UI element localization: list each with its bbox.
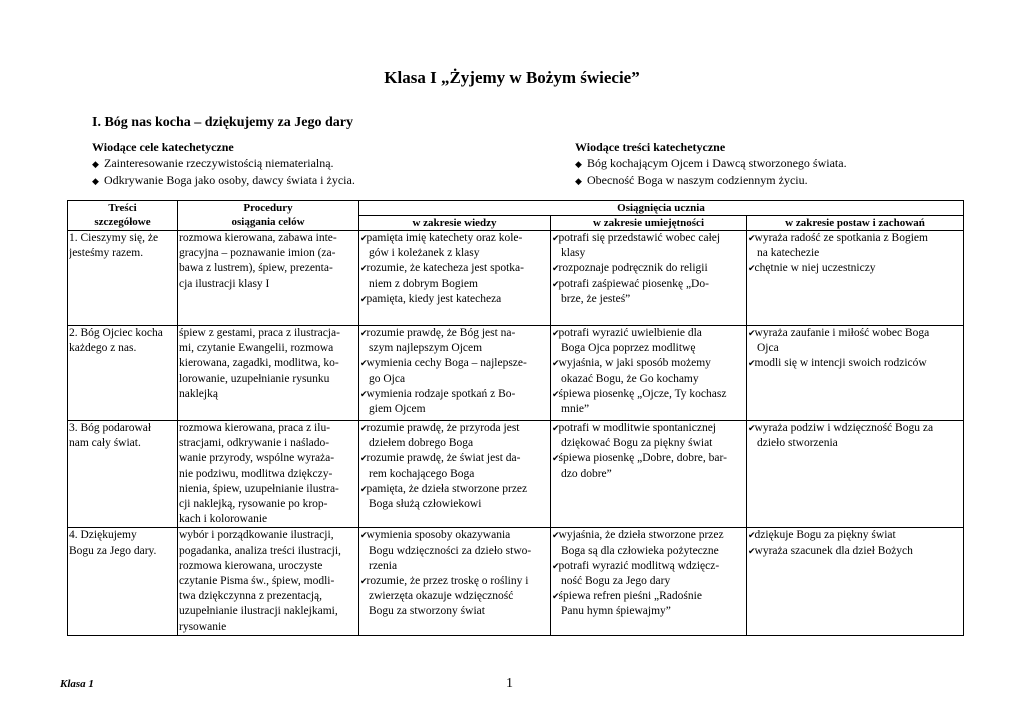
- checkmark-icon: ✔: [552, 591, 559, 602]
- section-title: I. Bóg nas kocha – dziękujemy za Jego dary: [92, 115, 353, 130]
- achievement-item: ✔pamięta, kiedy jest katecheza: [360, 292, 502, 305]
- goals-left: [92, 139, 355, 189]
- content-cell: 2. Bóg Ojciec kocha każdego z nas.: [68, 326, 178, 421]
- table-row: [68, 528, 964, 635]
- header-content: Treści szczegółowe: [68, 201, 178, 231]
- bullet-icon: ◆: [92, 176, 99, 186]
- procedures-cell: wybór i porządkowanie ilustracji, pogadanka, analiza treści ilustracji, rozmowa kierowana, uroczyste czytanie Pisma św., śpiew, modli- twa dziękczynna z prezentacją, uzupełnianie ilustracji naklejkami, rysowanie: [178, 528, 359, 635]
- achievement-item: ✔rozumie, że katecheza jest spotka-: [360, 262, 524, 275]
- goals-right-item: ◆ Bóg kochającym Ojcem i Dawcą stworzonego świata.: [575, 156, 847, 170]
- goals-left-item: ◆ Zainteresowanie rzeczywistością niematerialną.: [92, 156, 334, 170]
- knowledge-cell: ✔rozumie prawdę, że Bóg jest na- szym najlepszym Ojcem ✔wymienia cechy Boga – najlepsze- go Ojca ✔wymienia rodzaje spotkań z Bo- giem Ojcem: [359, 326, 551, 421]
- checkmark-icon: ✔: [552, 328, 559, 338]
- achievement-item: ✔wyraża zaufanie i miłość wobec Boga: [748, 327, 930, 339]
- achievement-item: ✔potrafi zaśpiewać piosenkę „Do-: [552, 277, 709, 290]
- checkmark-icon: ✔: [360, 388, 367, 399]
- checkmark-icon: ✔: [552, 233, 559, 243]
- checkmark-icon: ✔: [748, 530, 755, 541]
- achievement-item: ✔rozumie prawdę, że przyroda jest: [360, 422, 520, 434]
- checkmark-icon: ✔: [552, 388, 559, 399]
- achievement-item: ✔wymienia rodzaje spotkań z Bo-: [360, 387, 516, 400]
- checkmark-icon: ✔: [360, 423, 367, 433]
- bullet-icon: ◆: [575, 159, 582, 169]
- achievement-item: ✔rozumie prawdę, że świat jest da-: [360, 452, 521, 465]
- table-row: [68, 421, 964, 528]
- header-procedures: Procedury osiągania celów: [178, 201, 359, 231]
- achievement-item: ✔rozumie prawdę, że Bóg jest na-: [360, 327, 516, 339]
- attitudes-cell: ✔wyraża podziw i wdzięczność Bogu za dzieło stworzenia: [747, 421, 964, 528]
- header-attitudes: w zakresie postaw i zachowań: [747, 216, 964, 231]
- page-title: Klasa I „Żyjemy w Bożym świecie”: [384, 68, 640, 87]
- achievement-item: ✔śpiewa piosenkę „Ojcze, Ty kochasz: [552, 387, 727, 400]
- achievement-item: ✔modli się w intencji swoich rodziców: [748, 357, 927, 370]
- table-row: [68, 231, 964, 326]
- achievement-item: ✔potrafi wyrazić uwielbienie dla: [552, 327, 702, 339]
- checkmark-icon: ✔: [360, 530, 367, 541]
- header-achievements: Osiągnięcia ucznia: [359, 201, 964, 216]
- achievement-item: ✔wyraża podziw i wdzięczność Bogu za: [748, 422, 934, 434]
- achievement-item: ✔wymienia cechy Boga – najlepsze-: [360, 357, 527, 370]
- footer-label: Klasa 1: [60, 678, 94, 690]
- achievement-item: ✔chętnie w niej uczestniczy: [748, 262, 876, 275]
- checkmark-icon: ✔: [748, 358, 755, 369]
- bullet-icon: ◆: [575, 176, 582, 186]
- skills-cell: ✔potrafi się przedstawić wobec całej klasy ✔rozpoznaje podręcznik do religii ✔potrafi zaśpiewać piosenkę „Do- brze, że jesteś”: [551, 231, 747, 326]
- goals-right-heading: Wiodące treści katechetyczne: [575, 140, 726, 154]
- goals-right: [575, 139, 847, 189]
- procedures-cell: rozmowa kierowana, praca z ilu- stracjami, odkrywanie i naślado- wanie przyrody, wspólne wyraża- nie podziwu, modlitwa dziękczy- nienia, śpiew, uzupełnianie ilustra- cji naklejką, rysowanie po krop- kach i kolorowanie: [178, 421, 359, 528]
- table-row: [68, 326, 964, 421]
- content-cell: 3. Bóg podarował nam cały świat.: [68, 421, 178, 528]
- achievement-item: ✔wymienia sposoby okazywania: [360, 529, 511, 542]
- attitudes-cell: [747, 528, 964, 635]
- achievement-item: ✔potrafi się przedstawić wobec całej: [552, 232, 721, 244]
- checkmark-icon: ✔: [552, 263, 559, 274]
- checkmark-icon: ✔: [552, 530, 559, 541]
- achievement-item: ✔wyjaśnia, że dzieła stworzone przez: [552, 529, 724, 542]
- header-knowledge: w zakresie wiedzy: [359, 216, 551, 231]
- checkmark-icon: ✔: [552, 278, 559, 289]
- skills-cell: ✔potrafi w modlitwie spontanicznej dziękować Bogu za piękny świat ✔śpiewa piosenkę „Dobre, dobre, bar- dzo dobre”: [551, 421, 747, 528]
- skills-cell: ✔wyjaśnia, że dzieła stworzone przez Boga są dla człowieka pożyteczne ✔potrafi wyrazić modlitwą wdzięcz- ność Bogu za Jego dary ✔śpiewa refren pieśni „Radośnie Panu hymn śpiewajmy”: [551, 528, 747, 635]
- checkmark-icon: ✔: [360, 358, 367, 369]
- checkmark-icon: ✔: [748, 423, 755, 433]
- achievement-item: ✔dziękuje Bogu za piękny świat: [748, 529, 896, 542]
- checkmark-icon: ✔: [748, 545, 755, 556]
- checkmark-icon: ✔: [360, 263, 367, 274]
- achievement-item: ✔pamięta, że dzieła stworzone przez: [360, 482, 528, 495]
- checkmark-icon: ✔: [360, 453, 367, 464]
- achievement-item: ✔wyraża radość ze spotkania z Bogiem: [748, 232, 928, 244]
- procedures-cell: śpiew z gestami, praca z ilustracja- mi, czytanie Ewangelii, rozmowa kierowana, zagadki, modlitwa, ko- lorowanie, uzupełnianie rysunku naklejką: [178, 326, 359, 421]
- checkmark-icon: ✔: [360, 293, 367, 304]
- checkmark-icon: ✔: [360, 576, 367, 587]
- achievement-item: ✔wyjaśnia, w jaki sposób możemy: [552, 357, 711, 370]
- knowledge-cell: ✔rozumie prawdę, że przyroda jest dziełem dobrego Boga ✔rozumie prawdę, że świat jest da- rem kochającego Boga ✔pamięta, że dzieła stworzone przez Boga służą człowiekowi: [359, 421, 551, 528]
- achievement-item: ✔śpiewa refren pieśni „Radośnie: [552, 590, 702, 603]
- checkmark-icon: ✔: [360, 328, 367, 338]
- goals-right-item: ◆ Obecność Boga w naszym codziennym życiu.: [575, 173, 808, 187]
- checkmark-icon: ✔: [360, 483, 367, 494]
- achievement-item: ✔rozumie, że przez troskę o rośliny i: [360, 575, 529, 588]
- checkmark-icon: ✔: [552, 358, 559, 369]
- curriculum-table: [67, 200, 964, 636]
- page-number: 1: [506, 676, 513, 691]
- skills-cell: ✔potrafi wyrazić uwielbienie dla Boga Ojca poprzez modlitwę ✔wyjaśnia, w jaki sposób możemy okazać Bogu, że Go kochamy ✔śpiewa piosenkę „Ojcze, Ty kochasz mnie”: [551, 326, 747, 421]
- achievement-item: ✔potrafi wyrazić modlitwą wdzięcz-: [552, 559, 720, 572]
- checkmark-icon: ✔: [748, 233, 755, 243]
- checkmark-icon: ✔: [552, 453, 559, 464]
- checkmark-icon: ✔: [748, 263, 755, 274]
- attitudes-cell: ✔wyraża radość ze spotkania z Bogiem na katechezie ✔chętnie w niej uczestniczy: [747, 231, 964, 326]
- goals-left-heading: Wiodące cele katechetyczne: [92, 140, 234, 154]
- content-cell: 4. Dziękujemy Bogu za Jego dary.: [68, 528, 178, 635]
- bullet-icon: ◆: [92, 159, 99, 169]
- achievement-item: ✔pamięta imię katechety oraz kole-: [360, 232, 523, 244]
- procedures-cell: rozmowa kierowana, zabawa inte- gracyjna – poznawanie imion (za- bawa z lustrem), śpiew, prezenta- cja ilustracji klasy I: [178, 231, 359, 326]
- header-skills: w zakresie umiejętności: [551, 216, 747, 231]
- achievement-item: ✔śpiewa piosenkę „Dobre, dobre, bar-: [552, 452, 727, 465]
- achievement-item: ✔rozpoznaje podręcznik do religii: [552, 262, 708, 275]
- checkmark-icon: ✔: [552, 560, 559, 571]
- knowledge-cell: ✔wymienia sposoby okazywania Bogu wdzięczności za dzieło stwo- rzenia ✔rozumie, że przez troskę o rośliny i zwierzęta okazuje wdzięczność Bogu za stworzony świat: [359, 528, 551, 635]
- checkmark-icon: ✔: [748, 328, 755, 338]
- knowledge-cell: ✔pamięta imię katechety oraz kole- gów i koleżanek z klasy ✔rozumie, że katecheza jest spotka- niem z dobrym Bogiem ✔pamięta, kiedy jest katecheza: [359, 231, 551, 326]
- checkmark-icon: ✔: [552, 423, 559, 433]
- goals-left-item: ◆ Odkrywanie Boga jako osoby, dawcy świata i życia.: [92, 173, 355, 187]
- content-cell: 1. Cieszymy się, że jesteśmy razem.: [68, 231, 178, 326]
- attitudes-cell: ✔wyraża zaufanie i miłość wobec Boga Ojca ✔modli się w intencji swoich rodziców: [747, 326, 964, 421]
- achievement-item: ✔wyraża szacunek dla dzieł Bożych: [748, 544, 913, 557]
- achievement-item: ✔potrafi w modlitwie spontanicznej: [552, 422, 716, 434]
- checkmark-icon: ✔: [360, 233, 367, 243]
